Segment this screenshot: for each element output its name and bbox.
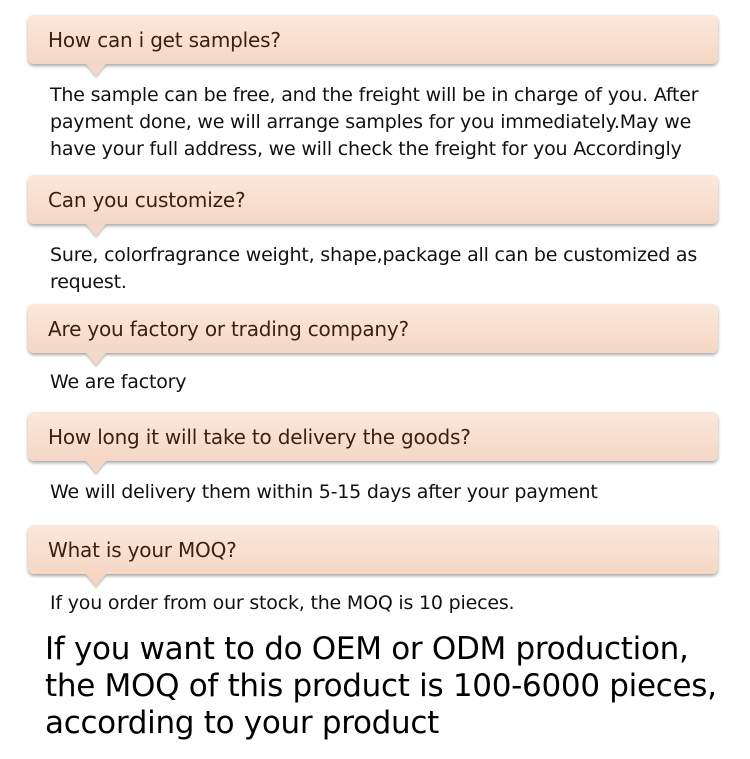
faq-answer: Sure, colorfragrance weight, shape,package all can be customized as request. [50,244,698,293]
faq-question-bubble [28,304,718,353]
faq-question: How long it will take to delivery the goods? [48,424,471,449]
faq-question: How can i get samples? [48,27,281,52]
faq-answer: The sample can be free, and the freight will be in charge of you. After payment done, we will arrange samples for you immediately.May we have your full address, we will check the freight for you Accordingly [50,84,699,160]
faq-question: Can you customize? [48,187,246,212]
faq-question-bubble [28,412,718,461]
faq-question-bubble [28,175,718,224]
faq-question-bubble [28,15,718,64]
faq-question-bubble [28,525,718,574]
faq-question: What is your MOQ? [48,537,237,562]
faq-question: Are you factory or trading company? [48,316,409,341]
faq-answer: If you order from our stock, the MOQ is 10 pieces. [50,592,515,614]
oem-odm-moq-note: If you want to do OEM or ODM production, the MOQ of this product is 100-6000 pieces, according to your product [45,631,717,741]
faq-answer: We will delivery them within 5-15 days after your payment [50,481,598,503]
faq-answer: We are factory [50,371,187,393]
